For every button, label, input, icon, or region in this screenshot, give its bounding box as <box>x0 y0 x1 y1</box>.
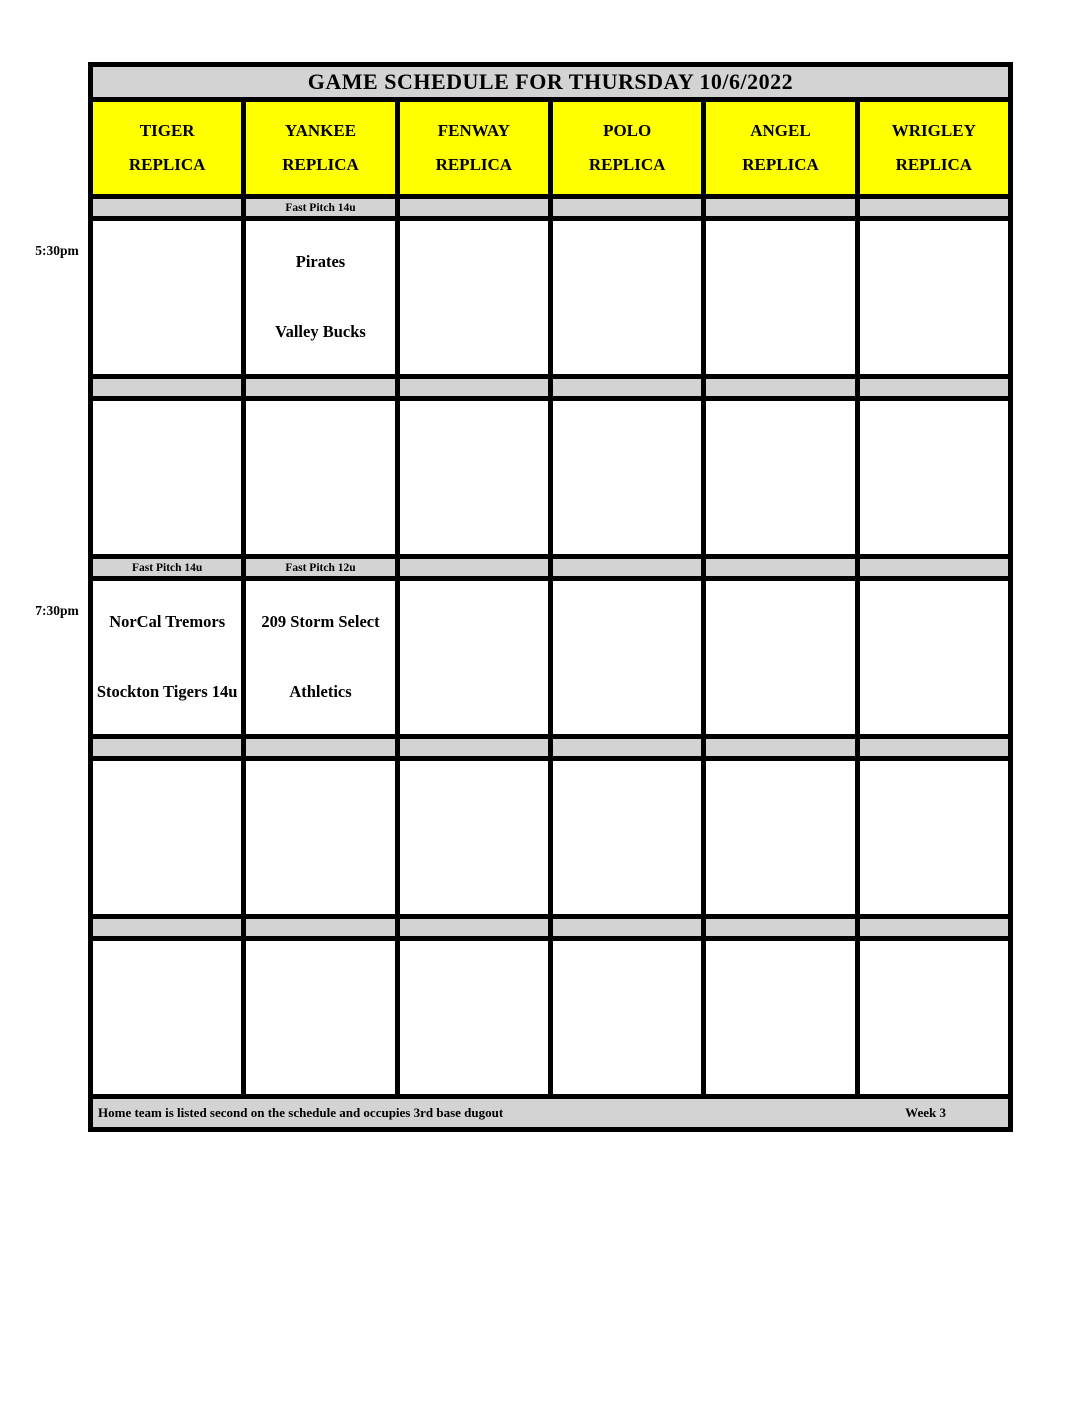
division-label <box>93 739 241 756</box>
division-label <box>553 739 701 756</box>
game-cell <box>246 581 394 734</box>
footer-note: Home team is listed second on the schedule and occupies 3rd base dugout <box>98 1105 504 1120</box>
division-label <box>553 379 701 396</box>
home-team-name: Valley Bucks <box>275 322 366 342</box>
game-cell <box>860 221 1008 374</box>
game-cell <box>706 581 854 734</box>
division-label <box>93 379 241 396</box>
division-label <box>400 199 548 216</box>
field-subname: REPLICA <box>742 154 819 174</box>
game-cell <box>400 221 548 374</box>
week-label: Week 3 <box>905 1105 946 1120</box>
division-label <box>706 739 854 756</box>
game-cell <box>860 761 1008 914</box>
game-cell <box>93 581 241 734</box>
home-team-name: Stockton Tigers 14u <box>96 682 238 702</box>
field-subname: REPLICA <box>128 154 206 174</box>
time-label-730pm: 7:30pm <box>35 603 79 618</box>
game-cell <box>93 761 241 914</box>
division-label <box>400 379 548 396</box>
field-name: WRIGLEY <box>891 121 976 141</box>
column-header-wrigley <box>860 102 1008 194</box>
away-team-name: Pirates <box>295 251 346 271</box>
division-label <box>93 919 241 936</box>
game-cell <box>706 401 854 554</box>
field-subname: REPLICA <box>282 154 359 174</box>
game-cell <box>860 401 1008 554</box>
game-cell <box>553 761 701 914</box>
home-team-name: Athletics <box>289 682 352 702</box>
game-cell <box>706 761 854 914</box>
division-label <box>860 919 1008 936</box>
game-cell <box>93 941 241 1094</box>
game-cell <box>553 401 701 554</box>
division-label <box>706 199 854 216</box>
game-cell <box>246 401 394 554</box>
division-label <box>860 199 1008 216</box>
field-subname: REPLICA <box>435 154 513 174</box>
game-cell <box>553 221 701 374</box>
column-header-polo <box>553 102 701 194</box>
field-name: ANGEL <box>750 121 811 141</box>
column-header-fenway <box>400 102 548 194</box>
game-cell <box>400 941 548 1094</box>
game-cell <box>553 581 701 734</box>
division-label <box>553 919 701 936</box>
column-header-angel <box>706 102 854 194</box>
column-header-tiger <box>93 102 241 194</box>
division-label: Fast Pitch 14u <box>246 199 394 216</box>
game-cell <box>706 221 854 374</box>
field-subname: REPLICA <box>895 154 973 174</box>
division-label <box>706 919 854 936</box>
away-team-name: 209 Storm Select <box>261 611 380 631</box>
field-subname: REPLICA <box>588 154 666 174</box>
game-cell <box>553 941 701 1094</box>
column-header-yankee <box>246 102 394 194</box>
division-label <box>246 919 394 936</box>
game-cell <box>400 761 548 914</box>
footer-bar <box>93 1099 1008 1127</box>
field-name: POLO <box>603 121 652 141</box>
game-cell <box>246 221 394 374</box>
division-label <box>93 199 241 216</box>
division-label <box>400 919 548 936</box>
field-name: TIGER <box>139 121 195 141</box>
field-name: FENWAY <box>437 121 510 141</box>
game-cell <box>246 761 394 914</box>
division-label <box>706 379 854 396</box>
game-cell <box>246 941 394 1094</box>
division-label <box>400 739 548 756</box>
schedule-table <box>88 62 1013 1132</box>
division-label <box>860 379 1008 396</box>
game-cell <box>93 221 241 374</box>
game-cell <box>706 941 854 1094</box>
schedule-title: GAME SCHEDULE FOR THURSDAY 10/6/2022 <box>93 67 1008 97</box>
division-label <box>860 739 1008 756</box>
game-cell <box>93 401 241 554</box>
division-label <box>400 559 548 576</box>
division-label <box>860 559 1008 576</box>
game-cell <box>400 581 548 734</box>
game-cell <box>400 401 548 554</box>
away-team-name: NorCal Tremors <box>109 611 226 631</box>
time-label-530pm: 5:30pm <box>35 243 79 258</box>
game-cell <box>860 941 1008 1094</box>
division-label <box>246 739 394 756</box>
division-label: Fast Pitch 14u <box>93 559 241 576</box>
division-label <box>553 559 701 576</box>
field-name: YANKEE <box>284 121 357 141</box>
division-label: Fast Pitch 12u <box>246 559 394 576</box>
game-cell <box>860 581 1008 734</box>
division-label <box>553 199 701 216</box>
division-label <box>706 559 854 576</box>
division-label <box>246 379 394 396</box>
